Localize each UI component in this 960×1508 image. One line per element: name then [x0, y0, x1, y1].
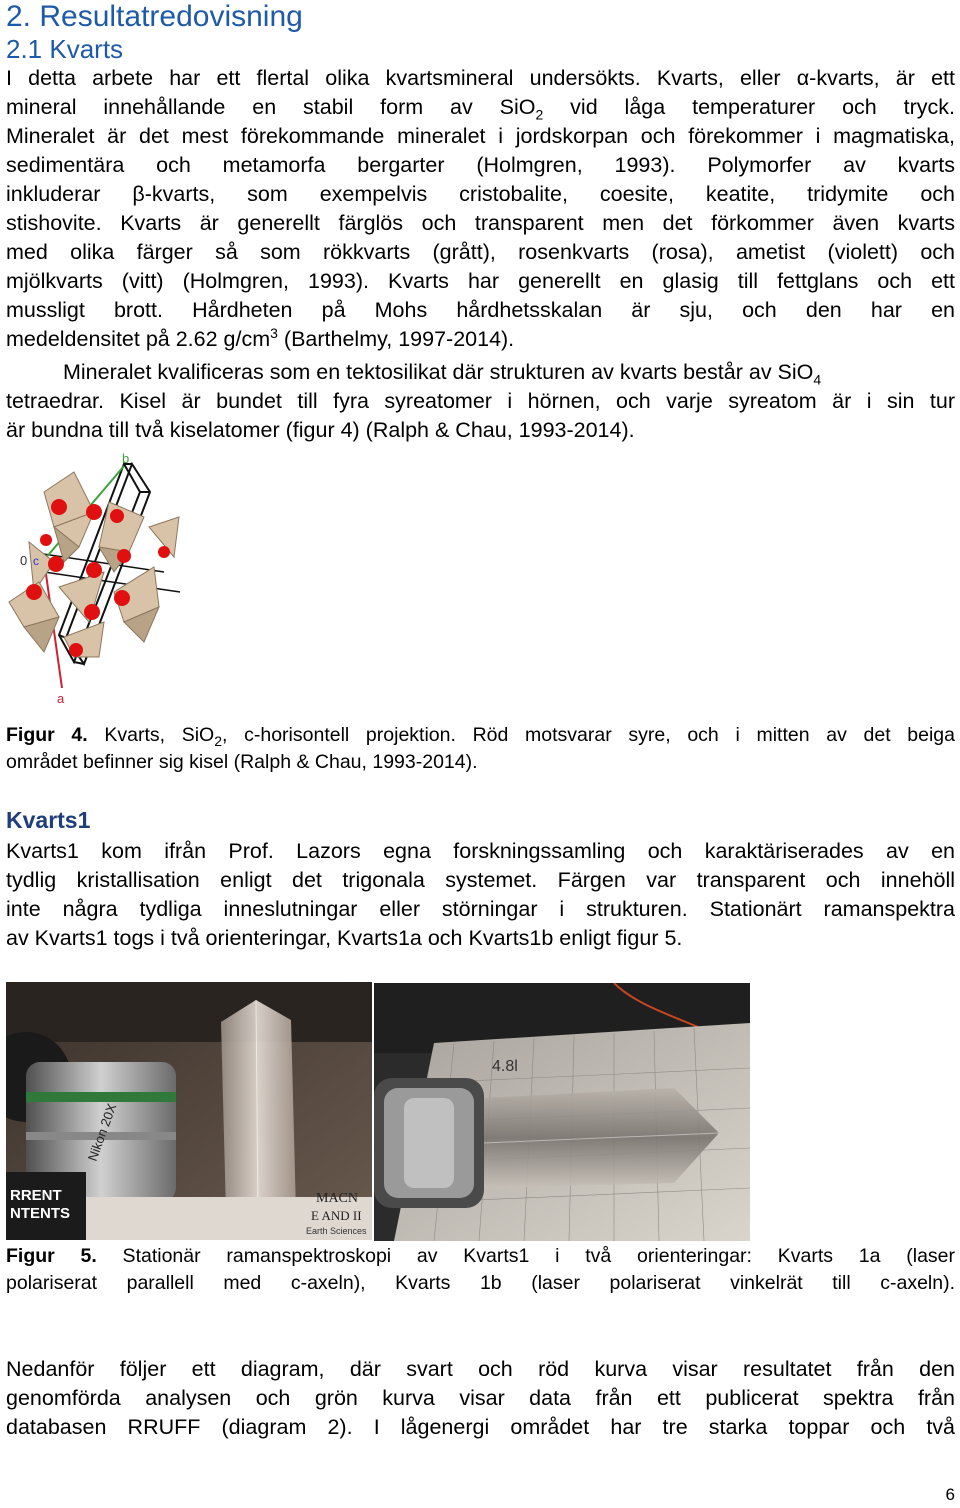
text-line: Mineralet är det mest förekommande mineralet i jordskorpan och förekommer i magmatiska,: [6, 124, 955, 148]
quartz-structure-figure: [4, 452, 204, 712]
text-line: medeldensitet på 2.62 $g/cm^3$ (Barthelmy, 1997-2014).: [6, 324, 515, 351]
text-line: Nedanför följer ett diagram, där svart och röd kurva visar resultatet från den: [6, 1357, 955, 1381]
text-line: sedimentära och metamorfa bergarter (Holmgren, 1993). Polymorfer av kvarts: [6, 153, 955, 177]
figure-5-caption: [6, 1243, 955, 1297]
paragraph-kvarts-intro: [6, 64, 955, 354]
page-number: 6: [945, 1485, 955, 1504]
paragraph-kvarts1: [6, 837, 955, 953]
caption-line: polariserat parallell med c-axeln), Kvarts 1b (laser polariserat vinkelrät till c-axeln).: [6, 1272, 955, 1294]
kvarts1-heading: Kvarts1: [6, 807, 91, 833]
text-line: Kvarts1 kom ifrån Prof. Lazors egna forskningssamling och karaktäriserades av en: [6, 839, 955, 863]
book-text-e: Earth Sciences: [306, 1226, 367, 1236]
text-line: tydlig kristallisation enligt det trigonala systemet. Färgen var transparent och innehöll: [6, 868, 955, 892]
text-line: I detta arbete har ett flertal olika kvartsmineral undersökts. Kvarts, eller α-kvarts, är ett: [6, 66, 955, 90]
figure-4-caption: [6, 722, 955, 776]
book-text-c: MACN: [316, 1191, 359, 1206]
text-line: av Kvarts1 togs i två orienteringar, Kvarts1a och Kvarts1b enligt figur 5.: [6, 926, 683, 950]
paragraph-diagram-intro: [6, 1355, 955, 1442]
text-line: mjölkvarts (vitt) (Holmgren, 1993). Kvarts har generellt en glasig till fettglans och ett: [6, 269, 955, 293]
photo-kvarts-1a: [6, 982, 372, 1240]
axis-label-a: a: [57, 691, 65, 706]
axis-label-origin: 0: [20, 553, 28, 568]
text-line: mussligt brott. Hårdheten på Mohs hårdhetsskalan är sju, och den har en: [6, 298, 955, 322]
caption-line: området befinner sig kisel (Ralph & Chau, 1993-2014).: [6, 751, 478, 773]
text-line: tetraedrar. Kisel är bundet till fyra syreatomer i hörnen, och varje syreatom är i sin tur: [6, 389, 955, 413]
text-line: databasen RRUFF (diagram 2). I lågenergi området har tre starka toppar och två: [6, 1415, 955, 1439]
caption-line: Figur 5. Stationär ramanspektroskopi av Kvarts1 i två orienteringar: Kvarts 1a (laser: [6, 1245, 955, 1267]
text-line: är bundna till två kiselatomer (figur 4) (Ralph & Chau, 1993-2014).: [6, 418, 635, 442]
caption-line: Figur 4. Kvarts, SiO$_2$, c-horisontell projektion. Röd motsvarar syre, och i mitten av det beiga: [6, 724, 956, 749]
paper-mark-text: 4.8l: [492, 1058, 518, 1075]
text-line: stishovite. Kvarts är generellt färglös och transparent men det förkommer även kvarts: [6, 211, 955, 235]
book-text-a: RRENT: [10, 1187, 62, 1204]
caption-label: Figur 4.: [6, 724, 88, 746]
book-text-b: NTENTS: [10, 1205, 70, 1222]
lens-brand-text: Nikon 20X: [84, 1101, 120, 1164]
photo-kvarts-1b: [374, 983, 750, 1241]
caption-label: Figur 5.: [6, 1245, 97, 1267]
section-heading: 2. Resultatredovisning: [6, 0, 303, 33]
book-text-d: E AND II: [311, 1208, 362, 1223]
subsection-heading: 2.1 Kvarts: [6, 34, 124, 64]
axis-label-b: b: [122, 452, 130, 466]
text-line: inkluderar β-kvarts, som exempelvis cristobalite, coesite, keatite, tridymite och: [6, 182, 955, 206]
text-line: inte några tydliga inneslutningar eller störningar i strukturen. Stationärt ramanspektra: [6, 897, 955, 921]
text-line: genomförda analysen och grön kurva visar data från ett publicerat spektra från: [6, 1386, 955, 1410]
text-line: med olika färger så som rökkvarts (grått), rosenkvarts (rosa), ametist (violett) och: [6, 240, 955, 264]
text-line: Mineralet kvalificeras som en tektosilikat där strukturen av kvarts består av SiO$_4$: [63, 360, 822, 388]
axis-label-c: c: [33, 554, 39, 568]
paragraph-tektosilikat: [6, 358, 955, 445]
text-line: mineral innehållande en stabil form av SiO$_2$ vid låga temperaturer och tryck.: [6, 95, 955, 123]
